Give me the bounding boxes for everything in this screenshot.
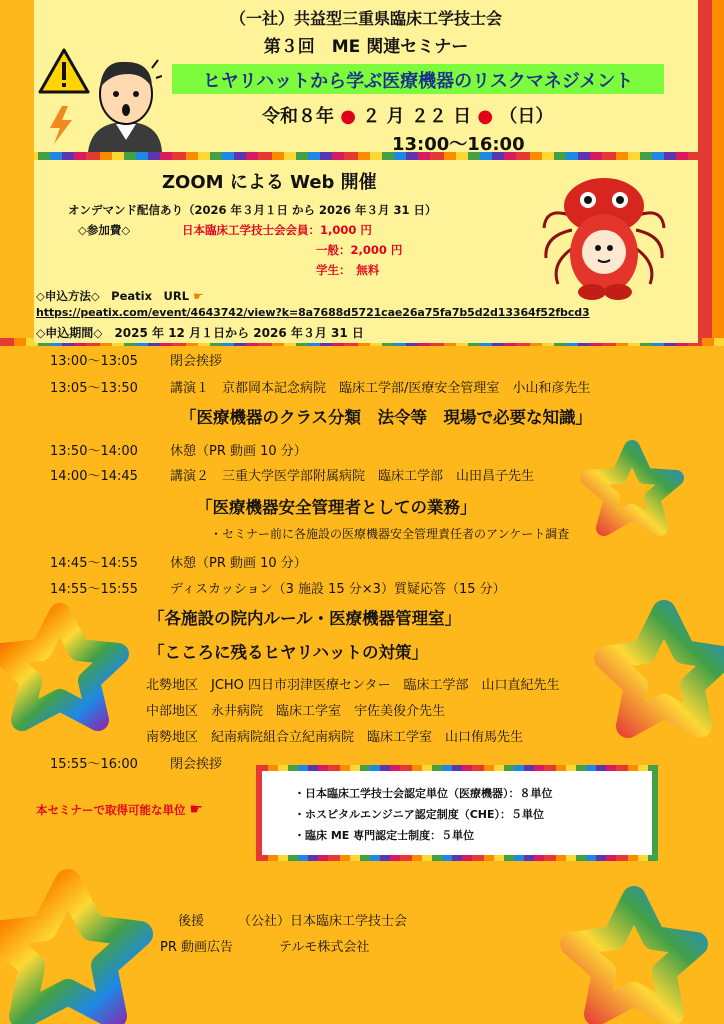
pointing-hand-icon: ☛: [193, 289, 204, 303]
program-time: 13:05～13:50: [50, 381, 138, 396]
program-time: 13:00～13:05: [50, 354, 138, 369]
program-time: 14:00～14:45: [50, 469, 138, 484]
credit-item: ・臨床 ME 専門認定士制度：５単位: [294, 829, 475, 842]
credit-item: ・ホスピタルエンジニア認定制度（CHE）：５単位: [294, 808, 545, 821]
lecture2-topic: 「医療機器安全管理者としての業務」: [196, 498, 477, 517]
fee-general: 一般：2,000 円: [316, 243, 403, 257]
program-desc: 講演２ 三重大学医学部附属病院 臨床工学部 山田昌子先生: [170, 469, 535, 484]
credits-label-text: 本セミナーで取得可能な単位: [36, 803, 186, 817]
red-dot-icon: ●: [340, 106, 356, 127]
panelist-south: 南勢地区 紀南病院組合立紀南病院 臨床工学室 山口侑馬先生: [146, 730, 524, 745]
organization-name: （一社）共益型三重県臨床工学技士会: [229, 9, 502, 28]
program-time: 14:55～15:55: [50, 582, 138, 597]
program-time: 14:45～14:55: [50, 556, 138, 571]
seminar-title: ヒヤリハットから学ぶ医療機器のリスクマネジメント: [202, 71, 634, 92]
star-icon: [2, 614, 118, 720]
web-heading: ZOOM による Web 開催: [162, 172, 377, 193]
program-desc: ディスカッション（3 施設 15 分×3）質疑応答（15 分）: [170, 582, 506, 597]
discussion-topic-1: 「各施設の院内ルール・医療機器管理室」: [148, 609, 462, 628]
support-label: 後援: [178, 914, 205, 929]
application-period: ◇申込期間◇ 2025 年 12 月１日から 2026 年３月 31 日: [36, 326, 364, 340]
program-time: 15:55～16:00: [50, 757, 138, 772]
peatix-link[interactable]: https://peatix.com/event/4643742/view?k=8a7688d5721cae26a75fa7b5d2d13364f52fbcd3: [36, 306, 590, 319]
apply-label: ◇申込方法◇ Peatix URL: [36, 289, 190, 303]
seminar-series: 第３回 ME 関連セミナー: [263, 37, 469, 57]
discussion-topic-2: 「こころに残るヒヤリハットの対策」: [148, 643, 429, 662]
credit-item: ・日本臨床工学技士会認定単位（医療機器）：８単位: [294, 787, 553, 800]
star-icon: [588, 448, 676, 528]
program-desc: 休憩（PR 動画 10 分）: [170, 556, 307, 571]
pr-company: テルモ株式会社: [279, 940, 370, 955]
panelist-central: 中部地区 永井病院 臨床工学室 宇佐美俊介先生: [146, 704, 446, 719]
program-desc: 閉会挨拶: [170, 354, 223, 369]
support-org: （公社）日本臨床工学技士会: [238, 914, 408, 929]
red-dot-icon: ●: [477, 106, 494, 127]
fee-member: 日本臨床工学技士会会員：1,000 円: [182, 223, 372, 237]
star-icon: [572, 898, 696, 1014]
lecture2-note: ・セミナー前に各施設の医療機器安全管理責任者のアンケート調査: [210, 527, 570, 541]
program-desc: 講演１ 京都岡本記念病院 臨床工学部/医療安全管理室 小山和彦先生: [170, 381, 591, 396]
program-time: 13:50～14:00: [50, 444, 138, 459]
ondemand-text: オンデマンド配信あり（2026 年３月１日 から 2026 年３月 31 日）: [68, 203, 437, 217]
pointing-hand-icon: ☛: [189, 800, 203, 818]
star-icon: [0, 882, 140, 1016]
date-era: 令和８年: [262, 106, 334, 127]
program-desc: 休憩（PR 動画 10 分）: [170, 444, 307, 459]
pr-label: PR 動画広告: [160, 940, 234, 955]
fee-student: 学生： 無料: [316, 263, 380, 277]
date-value: ２ 月 ２２ 日: [362, 106, 472, 127]
seminar-time: 13:00～16:00: [392, 134, 525, 155]
lecture1-topic: 「医療機器のクラス分類 法令等 現場で必要な知識」: [180, 408, 593, 427]
program-desc: 閉会挨拶: [170, 757, 223, 772]
date-weekday: （日）: [499, 106, 554, 127]
panelist-north: 北勢地区 JCHO 四日市羽津医療センター 臨床工学部 山口直紀先生: [146, 678, 560, 693]
fee-label: ◇参加費◇: [78, 223, 131, 237]
star-icon: [606, 612, 722, 726]
